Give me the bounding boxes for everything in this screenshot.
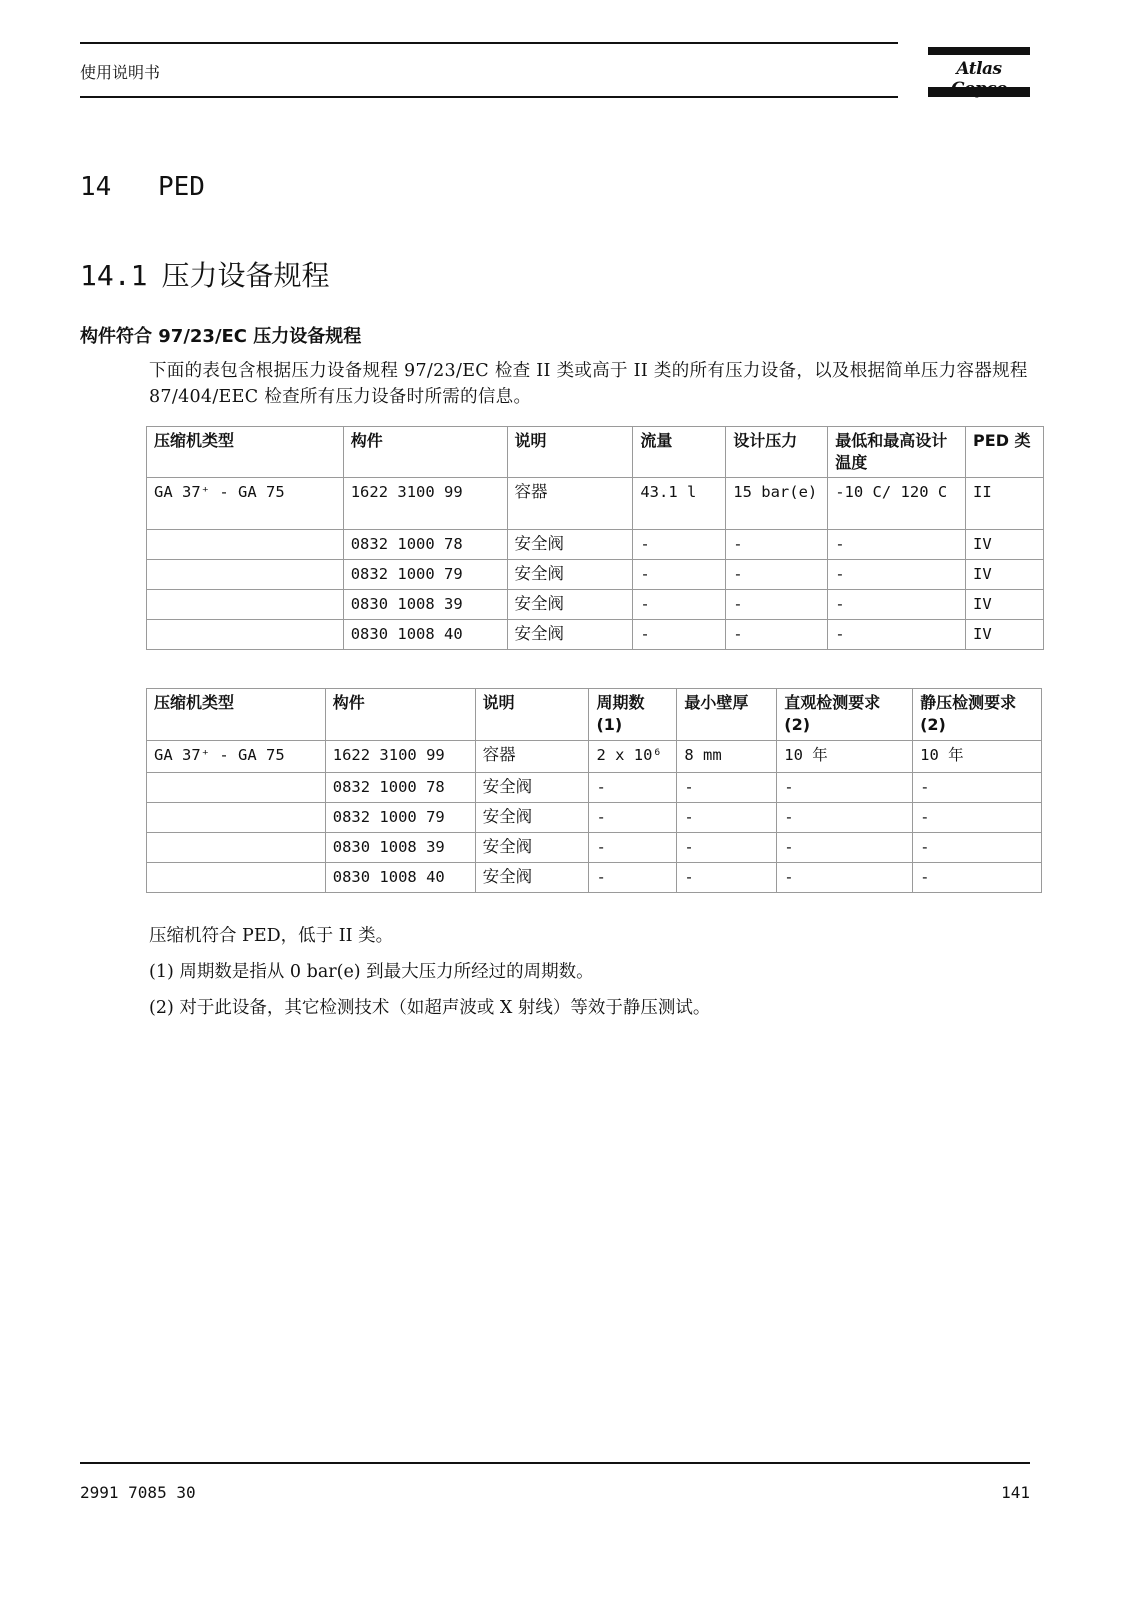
table-cell: 安全阀 bbox=[475, 803, 589, 833]
table-cell: 安全阀 bbox=[507, 620, 633, 650]
header-cell: 流量 bbox=[633, 427, 726, 478]
table-cell bbox=[147, 833, 326, 863]
ped-table-2 bbox=[146, 688, 1042, 893]
table-cell: - bbox=[677, 803, 777, 833]
footer-doc-number: 2991 7085 30 bbox=[80, 1483, 196, 1502]
table-cell bbox=[147, 530, 344, 560]
table-cell: II bbox=[966, 478, 1044, 530]
table-cell: 容器 bbox=[507, 478, 633, 530]
table-cell: 8 mm bbox=[677, 741, 777, 773]
table-cell: 安全阀 bbox=[507, 560, 633, 590]
table-cell: GA 37⁺ - GA 75 bbox=[147, 741, 326, 773]
table-cell: 安全阀 bbox=[507, 590, 633, 620]
table-cell bbox=[147, 620, 344, 650]
subsection-title: 压力设备规程 bbox=[161, 259, 330, 292]
header-cell: 设计压力 bbox=[726, 427, 828, 478]
table-cell: - bbox=[913, 863, 1042, 893]
section-number: 14 bbox=[80, 172, 112, 202]
table-row bbox=[147, 741, 1042, 773]
table-cell bbox=[147, 803, 326, 833]
table-cell: 1622 3100 99 bbox=[343, 478, 507, 530]
table-cell: 容器 bbox=[475, 741, 589, 773]
table-cell: 安全阀 bbox=[475, 773, 589, 803]
footer-page-number: 141 bbox=[1001, 1483, 1030, 1502]
table-cell: - bbox=[589, 773, 677, 803]
table-cell: - bbox=[777, 863, 913, 893]
table-cell: 安全阀 bbox=[475, 863, 589, 893]
header-cell: 压缩机类型 bbox=[147, 427, 344, 478]
table-cell: - bbox=[677, 773, 777, 803]
table-cell: IV bbox=[966, 620, 1044, 650]
table-row bbox=[147, 833, 1042, 863]
atlas-copco-logo bbox=[928, 47, 1030, 99]
table-cell: IV bbox=[966, 590, 1044, 620]
header-title: 使用说明书 bbox=[80, 63, 161, 82]
footer-rule bbox=[80, 1462, 1030, 1464]
table-header-row bbox=[147, 689, 1042, 741]
table-header-row bbox=[147, 427, 1044, 478]
header-cell: 说明 bbox=[475, 689, 589, 741]
ped-table-1 bbox=[146, 426, 1044, 650]
table-row bbox=[147, 773, 1042, 803]
header-cell: 构件 bbox=[325, 689, 475, 741]
table-row bbox=[147, 863, 1042, 893]
header-cell: 说明 bbox=[507, 427, 633, 478]
header-cell: PED 类 bbox=[966, 427, 1044, 478]
header-top-rule bbox=[80, 42, 898, 44]
table-cell: 0830 1008 40 bbox=[325, 863, 475, 893]
table-cell: - bbox=[828, 590, 966, 620]
table-cell: - bbox=[633, 590, 726, 620]
header-cell: 直观检测要求 (2) bbox=[777, 689, 913, 741]
table-row bbox=[147, 560, 1044, 590]
table-cell: 安全阀 bbox=[507, 530, 633, 560]
table-cell bbox=[147, 863, 326, 893]
table-cell: - bbox=[777, 803, 913, 833]
header-cell: 压缩机类型 bbox=[147, 689, 326, 741]
table-cell: 0830 1008 40 bbox=[343, 620, 507, 650]
header-cell: 最低和最高设计温度 bbox=[828, 427, 966, 478]
footnote-1: (1) 周期数是指从 0 bar(e) 到最大压力所经过的周期数。 bbox=[149, 962, 594, 982]
table-cell: - bbox=[777, 833, 913, 863]
table-cell: - bbox=[777, 773, 913, 803]
table-cell: 0832 1000 78 bbox=[325, 773, 475, 803]
table-cell: 0832 1000 79 bbox=[343, 560, 507, 590]
table-cell: - bbox=[589, 803, 677, 833]
table-cell: - bbox=[913, 773, 1042, 803]
table-cell: IV bbox=[966, 560, 1044, 590]
table-cell: - bbox=[633, 560, 726, 590]
table-cell: 0830 1008 39 bbox=[343, 590, 507, 620]
intro-paragraph: 下面的表包含根据压力设备规程 97/23/EC 检查 II 类或高于 II 类的所有压力设备，以及根据简单压力容器规程 87/404/EEC 检查所有压力设备时所需的信息。 bbox=[149, 361, 1028, 407]
table-cell: - bbox=[633, 530, 726, 560]
table-cell: - bbox=[677, 833, 777, 863]
header-cell: 构件 bbox=[343, 427, 507, 478]
table-row bbox=[147, 803, 1042, 833]
table-row bbox=[147, 478, 1044, 530]
subsection-heading bbox=[80, 254, 329, 294]
table-cell: 43.1 l bbox=[633, 478, 726, 530]
table-cell: - bbox=[726, 620, 828, 650]
table-cell: - bbox=[828, 560, 966, 590]
logo-top-bar bbox=[928, 47, 1030, 55]
table-cell bbox=[147, 590, 344, 620]
table-row bbox=[147, 590, 1044, 620]
table-cell: - bbox=[677, 863, 777, 893]
table-cell: 1622 3100 99 bbox=[325, 741, 475, 773]
table-cell: -10 C/ 120 C bbox=[828, 478, 966, 530]
table-cell: 安全阀 bbox=[475, 833, 589, 863]
note-ped-class: 压缩机符合 PED，低于 II 类。 bbox=[149, 926, 394, 946]
table-cell: GA 37⁺ - GA 75 bbox=[147, 478, 344, 530]
table-cell: - bbox=[913, 833, 1042, 863]
table-cell: 0832 1000 78 bbox=[343, 530, 507, 560]
table-cell: 2 x 10⁶ bbox=[589, 741, 677, 773]
table-cell: 10 年 bbox=[913, 741, 1042, 773]
table-cell: - bbox=[828, 620, 966, 650]
logo-bottom-bar bbox=[928, 87, 1030, 97]
table-cell: - bbox=[913, 803, 1042, 833]
table-cell: 0832 1000 79 bbox=[325, 803, 475, 833]
table-cell: 10 年 bbox=[777, 741, 913, 773]
header-cell: 静压检测要求 (2) bbox=[913, 689, 1042, 741]
header-bottom-rule bbox=[80, 96, 898, 98]
table-cell: - bbox=[726, 530, 828, 560]
table-cell: - bbox=[589, 863, 677, 893]
table-cell: 0830 1008 39 bbox=[325, 833, 475, 863]
footnote-2: (2) 对于此设备，其它检测技术（如超声波或 X 射线）等效于静压测试。 bbox=[149, 998, 711, 1018]
table-cell bbox=[147, 560, 344, 590]
header-cell: 最小壁厚 bbox=[677, 689, 777, 741]
logo-text: Atlas bbox=[956, 59, 1002, 79]
section-heading bbox=[80, 172, 205, 202]
header-cell: 周期数 (1) bbox=[589, 689, 677, 741]
table-cell: - bbox=[726, 560, 828, 590]
table-cell: - bbox=[589, 833, 677, 863]
table-row bbox=[147, 620, 1044, 650]
table-cell: - bbox=[633, 620, 726, 650]
subheading: 构件符合 97/23/EC 压力设备规程 bbox=[80, 326, 362, 347]
table-cell: - bbox=[726, 590, 828, 620]
section-title: PED bbox=[158, 172, 205, 202]
subsection-number: 14.1 bbox=[80, 259, 148, 292]
table-cell: 15 bar(e) bbox=[726, 478, 828, 530]
table-cell bbox=[147, 773, 326, 803]
table-cell: - bbox=[828, 530, 966, 560]
table-cell: IV bbox=[966, 530, 1044, 560]
table-row bbox=[147, 530, 1044, 560]
